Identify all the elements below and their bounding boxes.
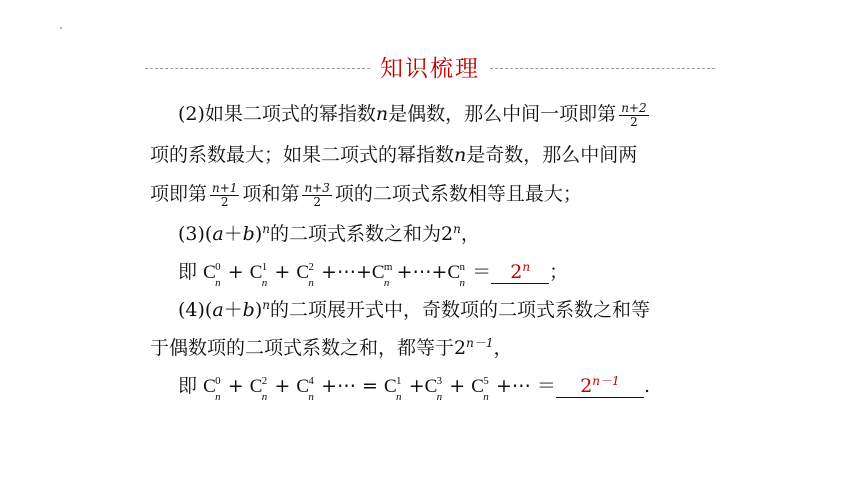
exponent: n — [262, 298, 270, 312]
text: + — [449, 375, 466, 397]
text: C — [203, 262, 216, 283]
text: +⋯ — [321, 375, 356, 397]
answer-base: 2 — [580, 375, 593, 397]
text: 项的系数最大；如果二项式的幂指数 — [150, 144, 455, 166]
subscript: n — [396, 391, 402, 403]
text: +⋯ — [495, 375, 531, 397]
superscript: 2 — [308, 261, 314, 273]
superscript: 5 — [483, 375, 489, 387]
answer-exponent: n－1 — [592, 374, 620, 388]
subscript: n — [459, 277, 465, 289]
text: ； — [549, 261, 569, 283]
binom-c5 — [471, 373, 489, 403]
text: ， — [493, 337, 513, 359]
text: ＝ — [472, 261, 492, 283]
p2-line2 — [150, 141, 637, 169]
text: 项的二项式系数相等且最大； — [334, 183, 582, 205]
text: ) — [254, 299, 263, 321]
text: C — [371, 262, 385, 283]
subscript: n — [308, 391, 314, 403]
exponent: n — [453, 222, 461, 236]
exponent: n — [262, 222, 270, 236]
superscript: n — [459, 261, 465, 273]
text: C — [447, 262, 461, 283]
text: . — [643, 375, 650, 397]
binom-c0 — [203, 259, 221, 289]
fraction-denominator: 2 — [220, 194, 229, 209]
text: C — [296, 262, 310, 283]
section-title: 知识梳理 — [380, 56, 480, 82]
p2-line3 — [150, 180, 582, 209]
text: C — [384, 376, 397, 397]
text: ， — [460, 223, 480, 245]
subscript: n — [383, 277, 390, 289]
var-a: a — [212, 299, 224, 321]
var-n: n — [375, 103, 389, 125]
text: 于偶数项的二项式系数之和，都等于2 — [150, 337, 467, 359]
superscript: m — [383, 261, 393, 273]
answer-blank — [491, 261, 549, 284]
p4-line2 — [150, 334, 512, 362]
text: 即 — [178, 261, 198, 283]
binom-cn — [447, 259, 465, 289]
text: + — [274, 261, 291, 283]
binom-c3 — [424, 373, 443, 403]
text: C — [296, 376, 310, 397]
text: (3)( — [178, 223, 213, 245]
binom-c0 — [203, 373, 221, 403]
fraction-denominator: 2 — [630, 114, 638, 129]
var-a: a — [212, 223, 224, 245]
superscript: 0 — [215, 375, 221, 387]
text: C — [203, 376, 216, 397]
fraction-denominator: 2 — [313, 194, 321, 209]
text: (4)( — [178, 299, 213, 321]
text: C — [249, 376, 263, 397]
p3-line2 — [178, 258, 568, 287]
p2-line1 — [178, 100, 652, 129]
text: 是奇数，那么中间两 — [466, 144, 638, 166]
answer-base: 2 — [510, 261, 523, 283]
binom-c1 — [384, 373, 402, 403]
text: C — [424, 376, 438, 397]
fraction-numerator: n+3 — [304, 180, 330, 195]
fraction — [302, 182, 331, 209]
text: ＋ — [223, 299, 243, 321]
text: +⋯+ — [396, 261, 448, 283]
superscript: 4 — [308, 375, 314, 387]
p3-line1 — [178, 220, 480, 248]
text: + — [227, 261, 244, 283]
text: 的二项式系数之和为2 — [270, 223, 454, 245]
text: + — [408, 375, 425, 397]
binom-c4 — [296, 373, 314, 403]
text: ＋ — [223, 223, 243, 245]
section-header — [145, 48, 715, 88]
superscript: 3 — [436, 375, 443, 387]
text: = — [362, 375, 378, 397]
exponent: n－1 — [466, 336, 494, 350]
text: 项即第 — [150, 183, 208, 205]
subscript: n — [261, 391, 268, 403]
text: 的二项展开式中，奇数项的二项式系数之和等 — [270, 299, 651, 321]
answer-blank — [556, 375, 644, 398]
header-rule-right — [490, 68, 715, 69]
binom-c2 — [296, 259, 314, 289]
subscript: n — [261, 277, 268, 289]
subscript: n — [215, 277, 221, 289]
text: + — [274, 375, 291, 397]
binom-c1 — [249, 259, 268, 289]
subscript: n — [436, 391, 443, 403]
text: 项和第 — [242, 183, 300, 205]
binom-cm — [371, 259, 393, 289]
text: ) — [254, 223, 263, 245]
text: C — [471, 376, 484, 397]
fraction — [619, 102, 648, 129]
answer-exponent: n — [522, 260, 531, 274]
text: 是偶数，那么中间一项即第 — [388, 103, 617, 125]
text: 即 — [178, 375, 198, 397]
var-b: b — [242, 299, 255, 321]
text: ＝ — [536, 375, 556, 397]
binom-c2 — [249, 373, 268, 403]
subscript: n — [215, 391, 221, 403]
p4-line3 — [178, 372, 650, 401]
fraction — [210, 182, 239, 209]
text: + — [227, 375, 244, 397]
subscript: n — [308, 277, 314, 289]
fraction-numerator: n+2 — [621, 100, 647, 115]
fraction-numerator: n+1 — [212, 180, 238, 195]
superscript: 2 — [261, 375, 268, 387]
text: C — [249, 262, 263, 283]
superscript: 1 — [396, 375, 402, 387]
text: +⋯+ — [321, 261, 372, 283]
superscript: 0 — [215, 261, 221, 273]
subscript: n — [483, 391, 489, 403]
superscript: 1 — [261, 261, 268, 273]
var-b: b — [242, 223, 255, 245]
p4-line1 — [178, 296, 650, 324]
decorative-dot — [60, 27, 62, 29]
var-n: n — [454, 144, 467, 166]
text: (2)如果二项式的幂指数 — [178, 103, 376, 125]
